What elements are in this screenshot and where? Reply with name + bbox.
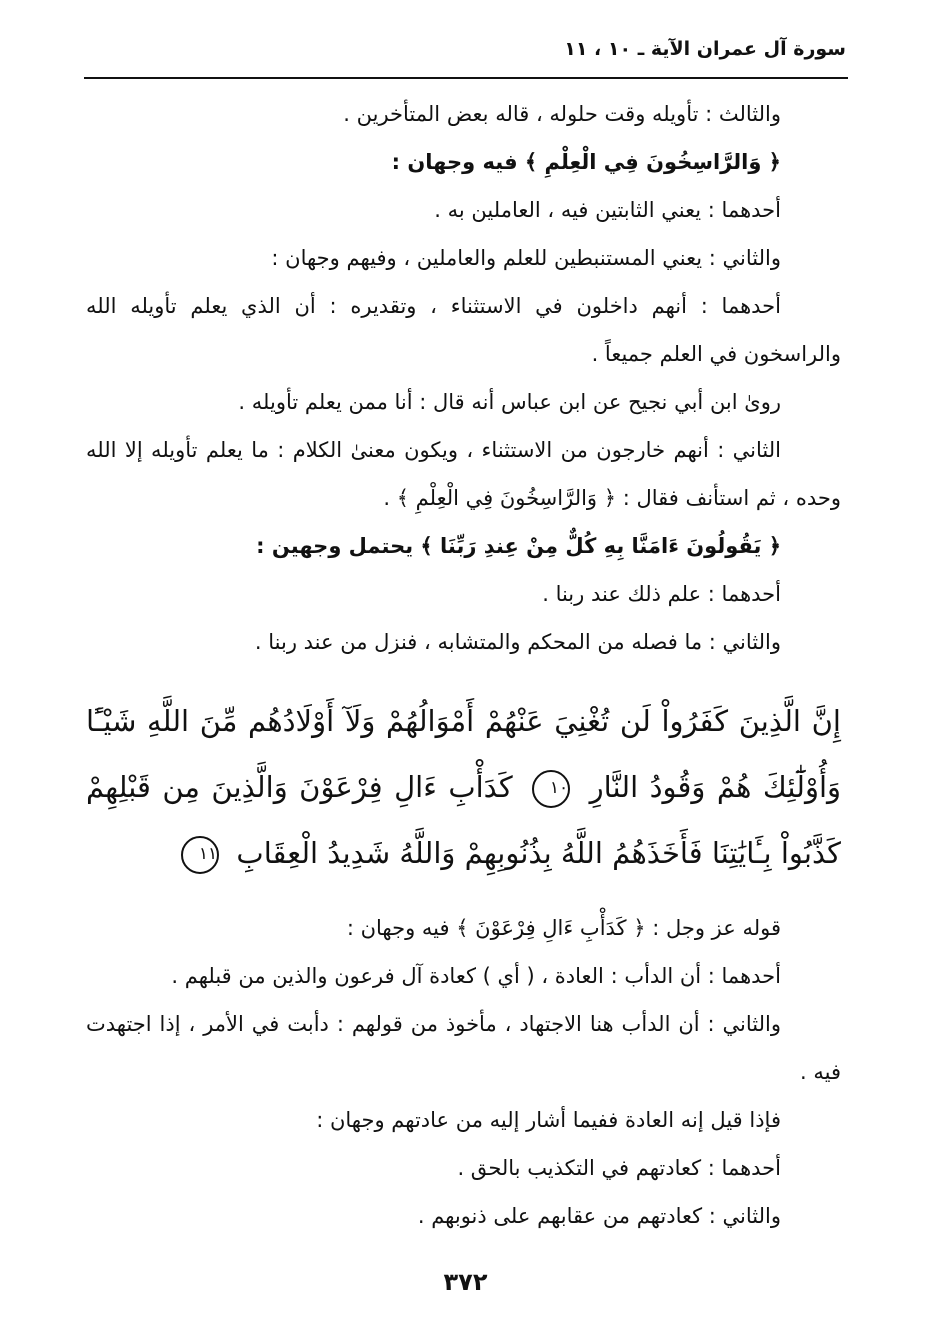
paragraph: والثاني : ما فصله من المحكم والمتشابه ، فنزل من عند ربنا .	[254, 630, 781, 654]
paragraph: أحدهما : أنهم داخلون في الاستثناء ، وتقديره : أن الذي يعلم تأويله الله والراسخون في العلم جميعاً .	[86, 294, 841, 366]
paragraph: ﴿ يَقُولُونَ ءَامَنَّا بِهِ كُلٌّ مِنْ عِندِ رَبِّنَا ﴾ يحتمل وجهين :	[256, 534, 781, 558]
page-number: ٣٧٢	[443, 1268, 488, 1296]
paragraph: والثالث : تأويله وقت حلوله ، قاله بعض المتأخرين .	[343, 102, 781, 126]
verse-11-number: ١١	[181, 836, 219, 874]
verse-10-text: إِنَّ الَّذِينَ كَفَرُواْ لَن تُغْنِيَ عَنْهُمْ أَمْوَالُهُمْ وَلَآ أَوْلَادُهُم مِّنَ اللَّهِ شَيْـًٔا وَأُوْلَٰٓئِكَ هُمْ وَقُودُ النَّارِ	[86, 704, 842, 804]
paragraph: أحدهما : كعادتهم في التكذيب بالحق .	[457, 1156, 781, 1180]
paragraph: والثاني : يعني المستنبطين للعلم والعاملين ، وفيهم وجهان :	[271, 246, 781, 270]
header-rule	[84, 77, 848, 79]
verse-11-text: كَدَأْبِ ءَالِ فِرْعَوْنَ وَالَّذِينَ مِن قَبْلِهِمْ كَذَّبُواْ بِـَٔايَٰتِنَا فَأَخَذَهُمُ اللَّهُ بِذُنُوبِهِمْ وَاللَّهُ شَدِيدُ الْعِقَابِ	[86, 770, 841, 870]
paragraph: فإذا قيل إنه العادة ففيما أشار إليه من عادتهم وجهان :	[316, 1108, 781, 1132]
running-header: سورة آل عمران الآية ـ ١٠ ، ١١	[564, 38, 846, 60]
paragraph: روىٰ ابن أبي نجيح عن ابن عباس أنه قال : أنا ممن يعلم تأويله .	[238, 390, 781, 414]
paragraph: أحدهما : يعني الثابتين فيه ، العاملين به .	[434, 198, 781, 222]
paragraph: الثاني : أنهم خارجون من الاستثناء ، ويكون معنىٰ الكلام : ما يعلم تأويله إلا الله وحده ، ثم استأنف فقال : ﴿ وَالرَّاسِخُونَ فِي الْعِلْمِ ﴾ .	[86, 438, 841, 510]
page-body	[86, 90, 841, 1240]
quran-verses	[86, 688, 841, 886]
paragraph: قوله عز وجل : ﴿ كَدَأْبِ ءَالِ فِرْعَوْنَ ﴾ فيه وجهان :	[346, 916, 781, 940]
paragraph: أحدهما : علم ذلك عند ربنا .	[542, 582, 781, 606]
paragraph: ﴿ وَالرَّاسِخُونَ فِي الْعِلْمِ ﴾ فيه وجهان :	[391, 150, 781, 174]
paragraph: أحدهما : أن الدأب : العادة ، ( أي ) كعادة آل فرعون والذين من قبلهم .	[171, 964, 781, 988]
verse-10-number: ١٠	[532, 770, 570, 808]
paragraph: والثاني : كعادتهم من عقابهم على ذنوبهم .	[417, 1204, 781, 1228]
paragraph: والثاني : أن الدأب هنا الاجتهاد ، مأخوذ من قولهم : دأبت في الأمر ، إذا اجتهدت فيه .	[86, 1012, 841, 1084]
commentary-top	[86, 90, 841, 666]
commentary-bottom	[86, 904, 841, 1240]
